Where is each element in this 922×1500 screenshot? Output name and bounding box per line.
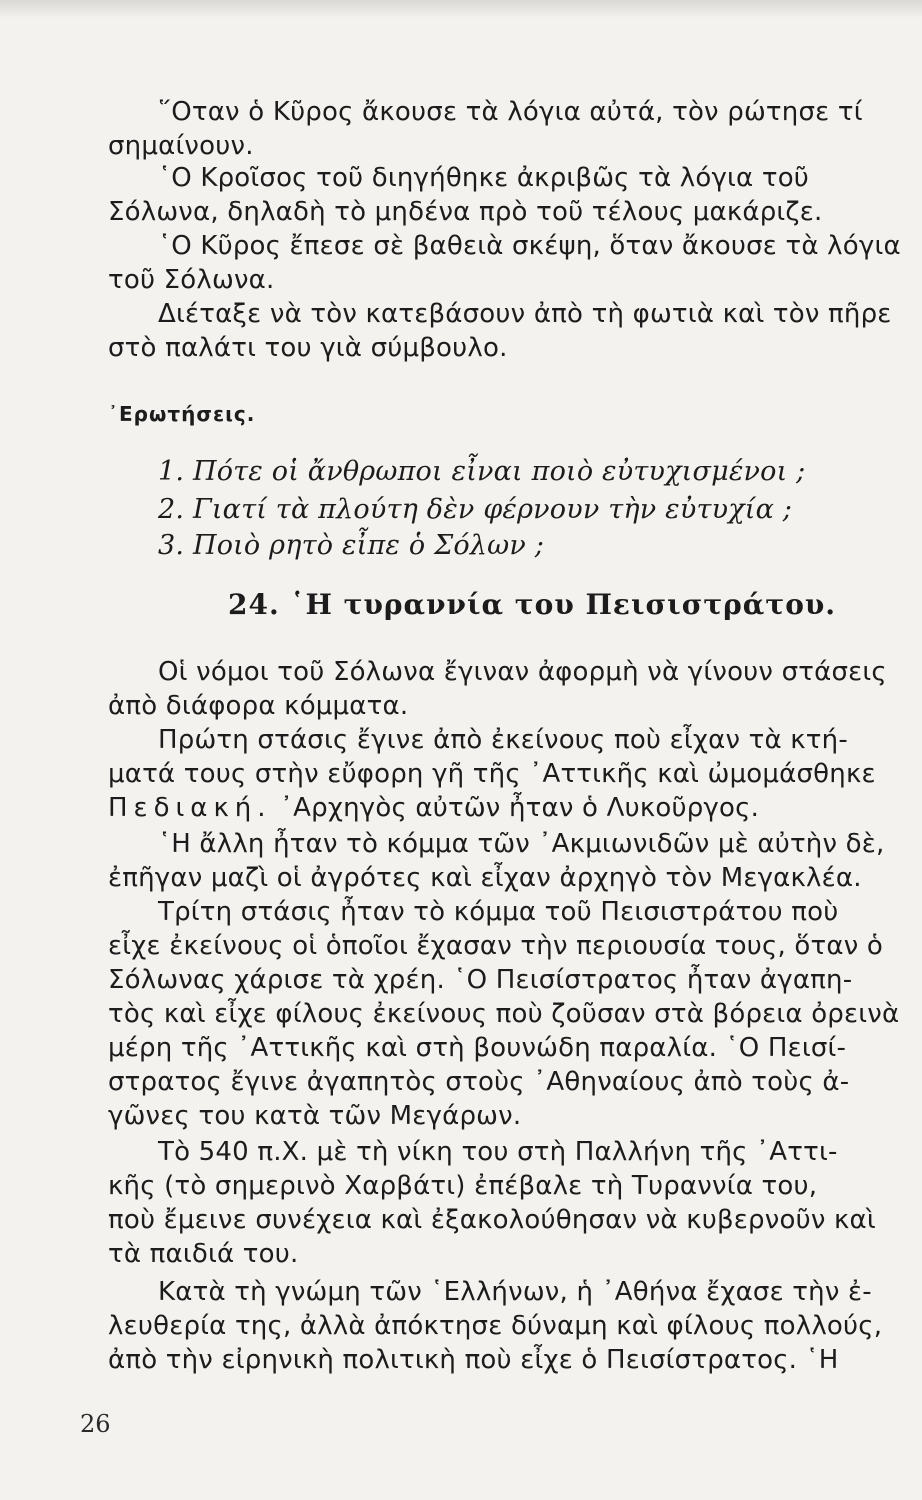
text-line: τὰ παιδιά του.	[108, 1239, 299, 1269]
question-item: 2. Γιατί τὰ πλούτη δὲν φέρνουν τὴν εὐτυχία ;	[158, 494, 793, 525]
text-line: τὸς καὶ εἶχε φίλους ἐκείνους ποὺ ζοῦσαν στὰ βόρεια ὀρεινὰ	[108, 999, 900, 1029]
text-line: Διέταξε νὰ τὸν κατεβάσουν ἀπὸ τὴ φωτιὰ καὶ τὸν πῆρε	[158, 299, 892, 329]
text-line: ἀπὸ διάφορα κόμματα.	[108, 691, 409, 721]
text-line: Πρώτη στάσις ἔγινε ἀπὸ ἐκείνους ποὺ εἶχαν τὰ κτή-	[158, 725, 848, 755]
text-line: Τρίτη στάσις ἦταν τὸ κόμμα τοῦ Πεισιστράτου ποὺ	[158, 897, 839, 927]
text-line: σημαίνουν.	[108, 131, 254, 161]
text-line: Κατὰ τὴ γνώμη τῶν ῾Ελλήνων, ἡ ᾽Αθήνα ἔχασε τὴν ἐ-	[158, 1277, 872, 1307]
text-line: Σόλωνας χάρισε τὰ χρέη. ῾Ο Πεισίστρατος ἦταν ἀγαπη-	[108, 965, 853, 995]
text-line: ἐπῆγαν μαζὶ οἱ ἀγρότες καὶ εἶχαν ἀρχηγὸ τὸν Μεγακλέα.	[108, 863, 862, 893]
page-top-edge	[0, 0, 922, 18]
text-line	[108, 792, 759, 824]
text-line: γῶνες του κατὰ τῶν Μεγάρων.	[108, 1101, 522, 1131]
text-line: ῞Οταν ὁ Κῦρος ἄκουσε τὰ λόγια αὐτά, τὸν ρώτησε τί	[158, 97, 863, 127]
text-line: ματά τους στὴν εὔφορη γῆ τῆς ᾽Αττικῆς καὶ ὠμομάσθηκε	[108, 759, 876, 789]
text-line: κῆς (τὸ σημερινὸ Χαρβάτι) ἐπέβαλε τὴ Τυραννία του,	[108, 1171, 818, 1201]
text-line: τοῦ Σόλωνα.	[108, 265, 275, 295]
questions-label: ᾽Ερωτήσεις.	[108, 402, 256, 426]
text-line: Σόλωνα, δηλαδὴ τὸ μηδένα πρὸ τοῦ τέλους μακάριζε.	[108, 197, 823, 227]
text-line: εἶχε ἐκείνους οἱ ὁποῖοι ἔχασαν τὴν περιουσία τους, ὅταν ὁ	[108, 931, 883, 961]
question-item: 1. Πότε οἱ ἄνθρωποι εἶναι ποιὸ εὐτυχισμένοι ;	[158, 456, 806, 487]
spaced-term: Πεδιακή.	[108, 793, 272, 823]
text-line: ῾Η ἄλλη ἦταν τὸ κόμμα τῶν ᾽Ακμιωνιδῶν μὲ αὐτὴν δὲ,	[158, 829, 885, 859]
text-line: μέρη τῆς ᾽Αττικῆς καὶ στὴ βουνώδη παραλία. ῾Ο Πεισί-	[108, 1033, 847, 1063]
section-heading: 24. ῾Η τυραννία του Πεισιστράτου.	[228, 588, 837, 621]
text-span: ᾽Αρχηγὸς αὐτῶν ἦταν ὁ Λυκοῦργος.	[279, 793, 760, 823]
text-line: στὸ παλάτι του γιὰ σύμβουλο.	[108, 333, 508, 363]
text-line: στρατος ἔγινε ἀγαπητὸς στοὺς ᾽Αθηναίους ἀπὸ τοὺς ἀ-	[108, 1067, 850, 1097]
page-number: 26	[80, 1410, 111, 1438]
text-line: λευθερία της, ἀλλὰ ἀπόκτησε δύναμη καὶ φίλους πολλούς,	[108, 1311, 883, 1341]
text-line: ῾Ο Κῦρος ἔπεσε σὲ βαθειὰ σκέψη, ὅταν ἄκουσε τὰ λόγια	[158, 231, 901, 261]
text-line: Τὸ 540 π.Χ. μὲ τὴ νίκη του στὴ Παλλήνη τῆς ᾽Αττι-	[158, 1137, 838, 1167]
text-line: ἀπὸ τὴν εἰρηνικὴ πολιτικὴ ποὺ εἶχε ὁ Πεισίστρατος. ῾Η	[108, 1345, 839, 1375]
question-item: 3. Ποιὸ ρητὸ εἶπε ὁ Σόλων ;	[158, 530, 545, 561]
text-line: ποὺ ἔμεινε συνέχεια καὶ ἐξακολούθησαν νὰ κυβερνοῦν καὶ	[108, 1205, 876, 1235]
text-line: Οἱ νόμοι τοῦ Σόλωνα ἔγιναν ἀφορμὴ νὰ γίνουν στάσεις	[158, 657, 887, 687]
text-line: ῾Ο Κροῖσος τοῦ διηγήθηκε ἀκριβῶς τὰ λόγια τοῦ	[158, 163, 810, 193]
